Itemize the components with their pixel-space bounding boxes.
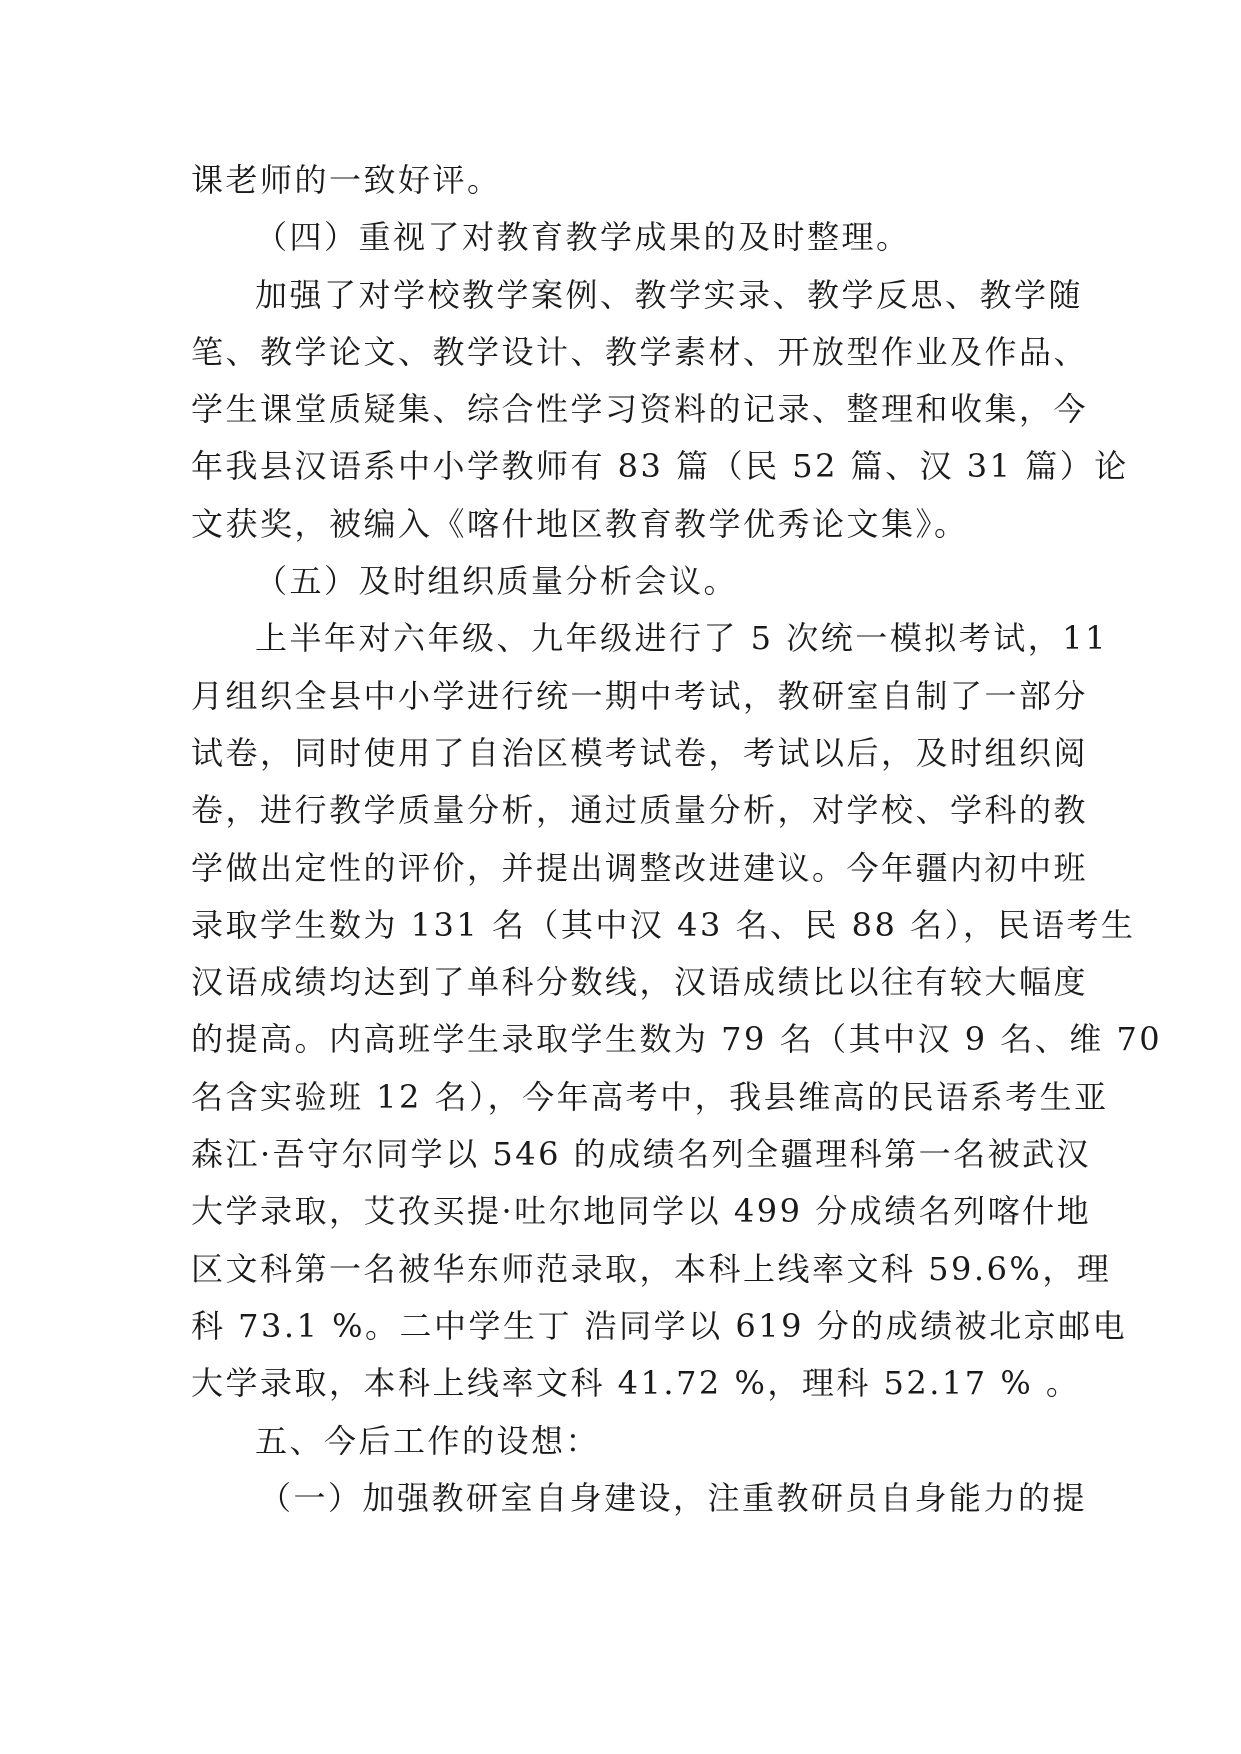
body-text (191, 152, 1163, 1527)
text-line: 课老师的一致好评。 (191, 161, 502, 199)
section-heading-5: （五）及时组织质量分析会议。 (255, 562, 739, 601)
section-heading-future-plans: 五、今后工作的设想： (255, 1421, 601, 1460)
text-line: 科 73.1 %。二中学生丁 浩同学以 619 分的成绩被北京邮电 (191, 1306, 1128, 1345)
text-line: 试卷，同时使用了自治区模考试卷，考试以后，及时组织阅 (191, 733, 1089, 772)
text-line: 文获奖，被编入《喀什地区教育教学优秀论文集》。 (191, 504, 969, 543)
text-line: 名含实验班 12 名），今年高考中，我县维高的民语系考生亚 (191, 1077, 1109, 1116)
text-line: 大学录取，艾孜买提·吐尔地同学以 499 分成绩名列喀什地 (191, 1192, 1092, 1231)
text-line: 森江·吾守尔同学以 546 的成绩名列全疆理科第一名被武汉 (191, 1135, 1092, 1174)
text-line: 的提高。内高班学生录取学生数为 79 名（其中汉 9 名、维 70 (191, 1020, 1163, 1059)
text-line: 学生课堂质疑集、综合性学习资料的记录、整理和收集，今 (191, 390, 1089, 429)
text-line: 汉语成绩均达到了单科分数线，汉语成绩比以往有较大幅度 (191, 963, 1089, 1002)
text-line: 月组织全县中小学进行统一期中考试，教研室自制了一部分 (191, 676, 1089, 715)
section-heading-4: （四）重视了对教育教学成果的及时整理。 (255, 218, 911, 257)
text-line: 大学录取，本科上线率文科 41.72 %，理科 52.17 % 。 (191, 1364, 1081, 1403)
text-line: 笔、教学论文、教学设计、教学素材、开放型作业及作品、 (191, 332, 1089, 371)
text-line: 卷，进行教学质量分析，通过质量分析，对学校、学科的教 (191, 791, 1089, 830)
text-line: 录取学生数为 131 名（其中汉 43 名、民 88 名），民语考生 (191, 905, 1136, 944)
text-line: 加强了对学校教学案例、教学实录、教学反思、教学随 (255, 275, 1084, 314)
text-line: 上半年对六年级、九年级进行了 5 次统一模拟考试，11 (255, 619, 1108, 658)
text-line: 区文科第一名被华东师范录取，本科上线率文科 59.6%，理 (191, 1249, 1112, 1288)
subsection-heading-1: （一）加强教研室自身建设，注重教研员自身能力的提 (259, 1478, 1088, 1517)
text-line: 学做出定性的评价，并提出调整改进建议。今年疆内初中班 (191, 848, 1089, 887)
text-line: 年我县汉语系中小学教师有 83 篇（民 52 篇、汉 31 篇）论 (191, 447, 1129, 486)
